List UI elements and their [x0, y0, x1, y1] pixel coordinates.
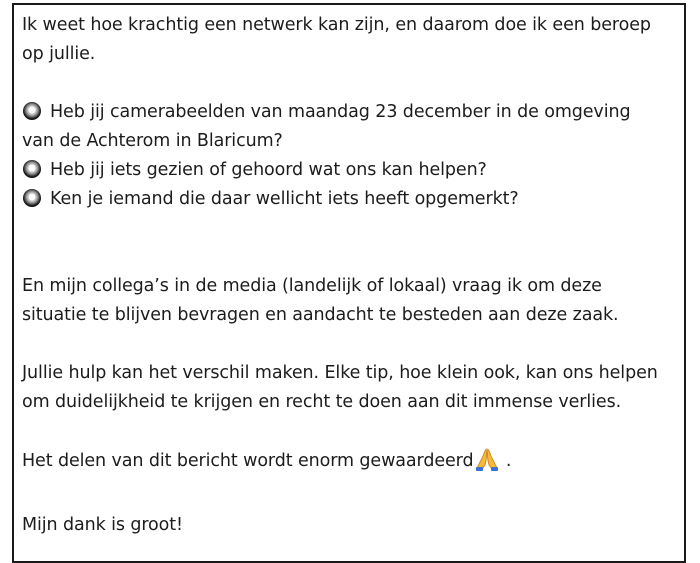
share-paragraph	[22, 446, 662, 482]
question-3	[22, 185, 662, 214]
post-body	[22, 11, 662, 540]
media-appeal-paragraph: En mijn collega’s in de media (landelijk of lokaal) vraag ik om deze situatie te blijven bevragen en aandacht te besteden aan deze zaak.	[22, 276, 619, 325]
share-end: .	[500, 451, 512, 471]
question-2-text: Heb jij iets gezien of gehoord wat ons kan helpen?	[50, 160, 487, 180]
black-circle-button-icon	[23, 102, 41, 120]
question-3-text: Ken je iemand die daar wellicht iets heeft opgemerkt?	[50, 189, 519, 209]
folded-hands-icon	[474, 446, 500, 482]
question-2	[22, 156, 662, 185]
help-paragraph: Jullie hulp kan het verschil maken. Elke tip, hoe klein ook, kan ons helpen om duidelijkheid te krijgen en recht te doen aan dit immense verlies.	[22, 363, 658, 412]
question-1-text: Heb jij camerabeelden van maandag 23 december in de omgeving van de Achterom in Blaricum?	[22, 102, 631, 151]
black-circle-button-icon	[23, 189, 41, 207]
thanks-paragraph: Mijn dank is groot!	[22, 515, 183, 535]
share-text: Het delen van dit bericht wordt enorm gewaardeerd	[22, 451, 474, 471]
intro-paragraph: Ik weet hoe krachtig een netwerk kan zijn, en daarom doe ik een beroep op jullie.	[22, 15, 651, 64]
black-circle-button-icon	[23, 160, 41, 178]
question-1	[22, 98, 662, 156]
